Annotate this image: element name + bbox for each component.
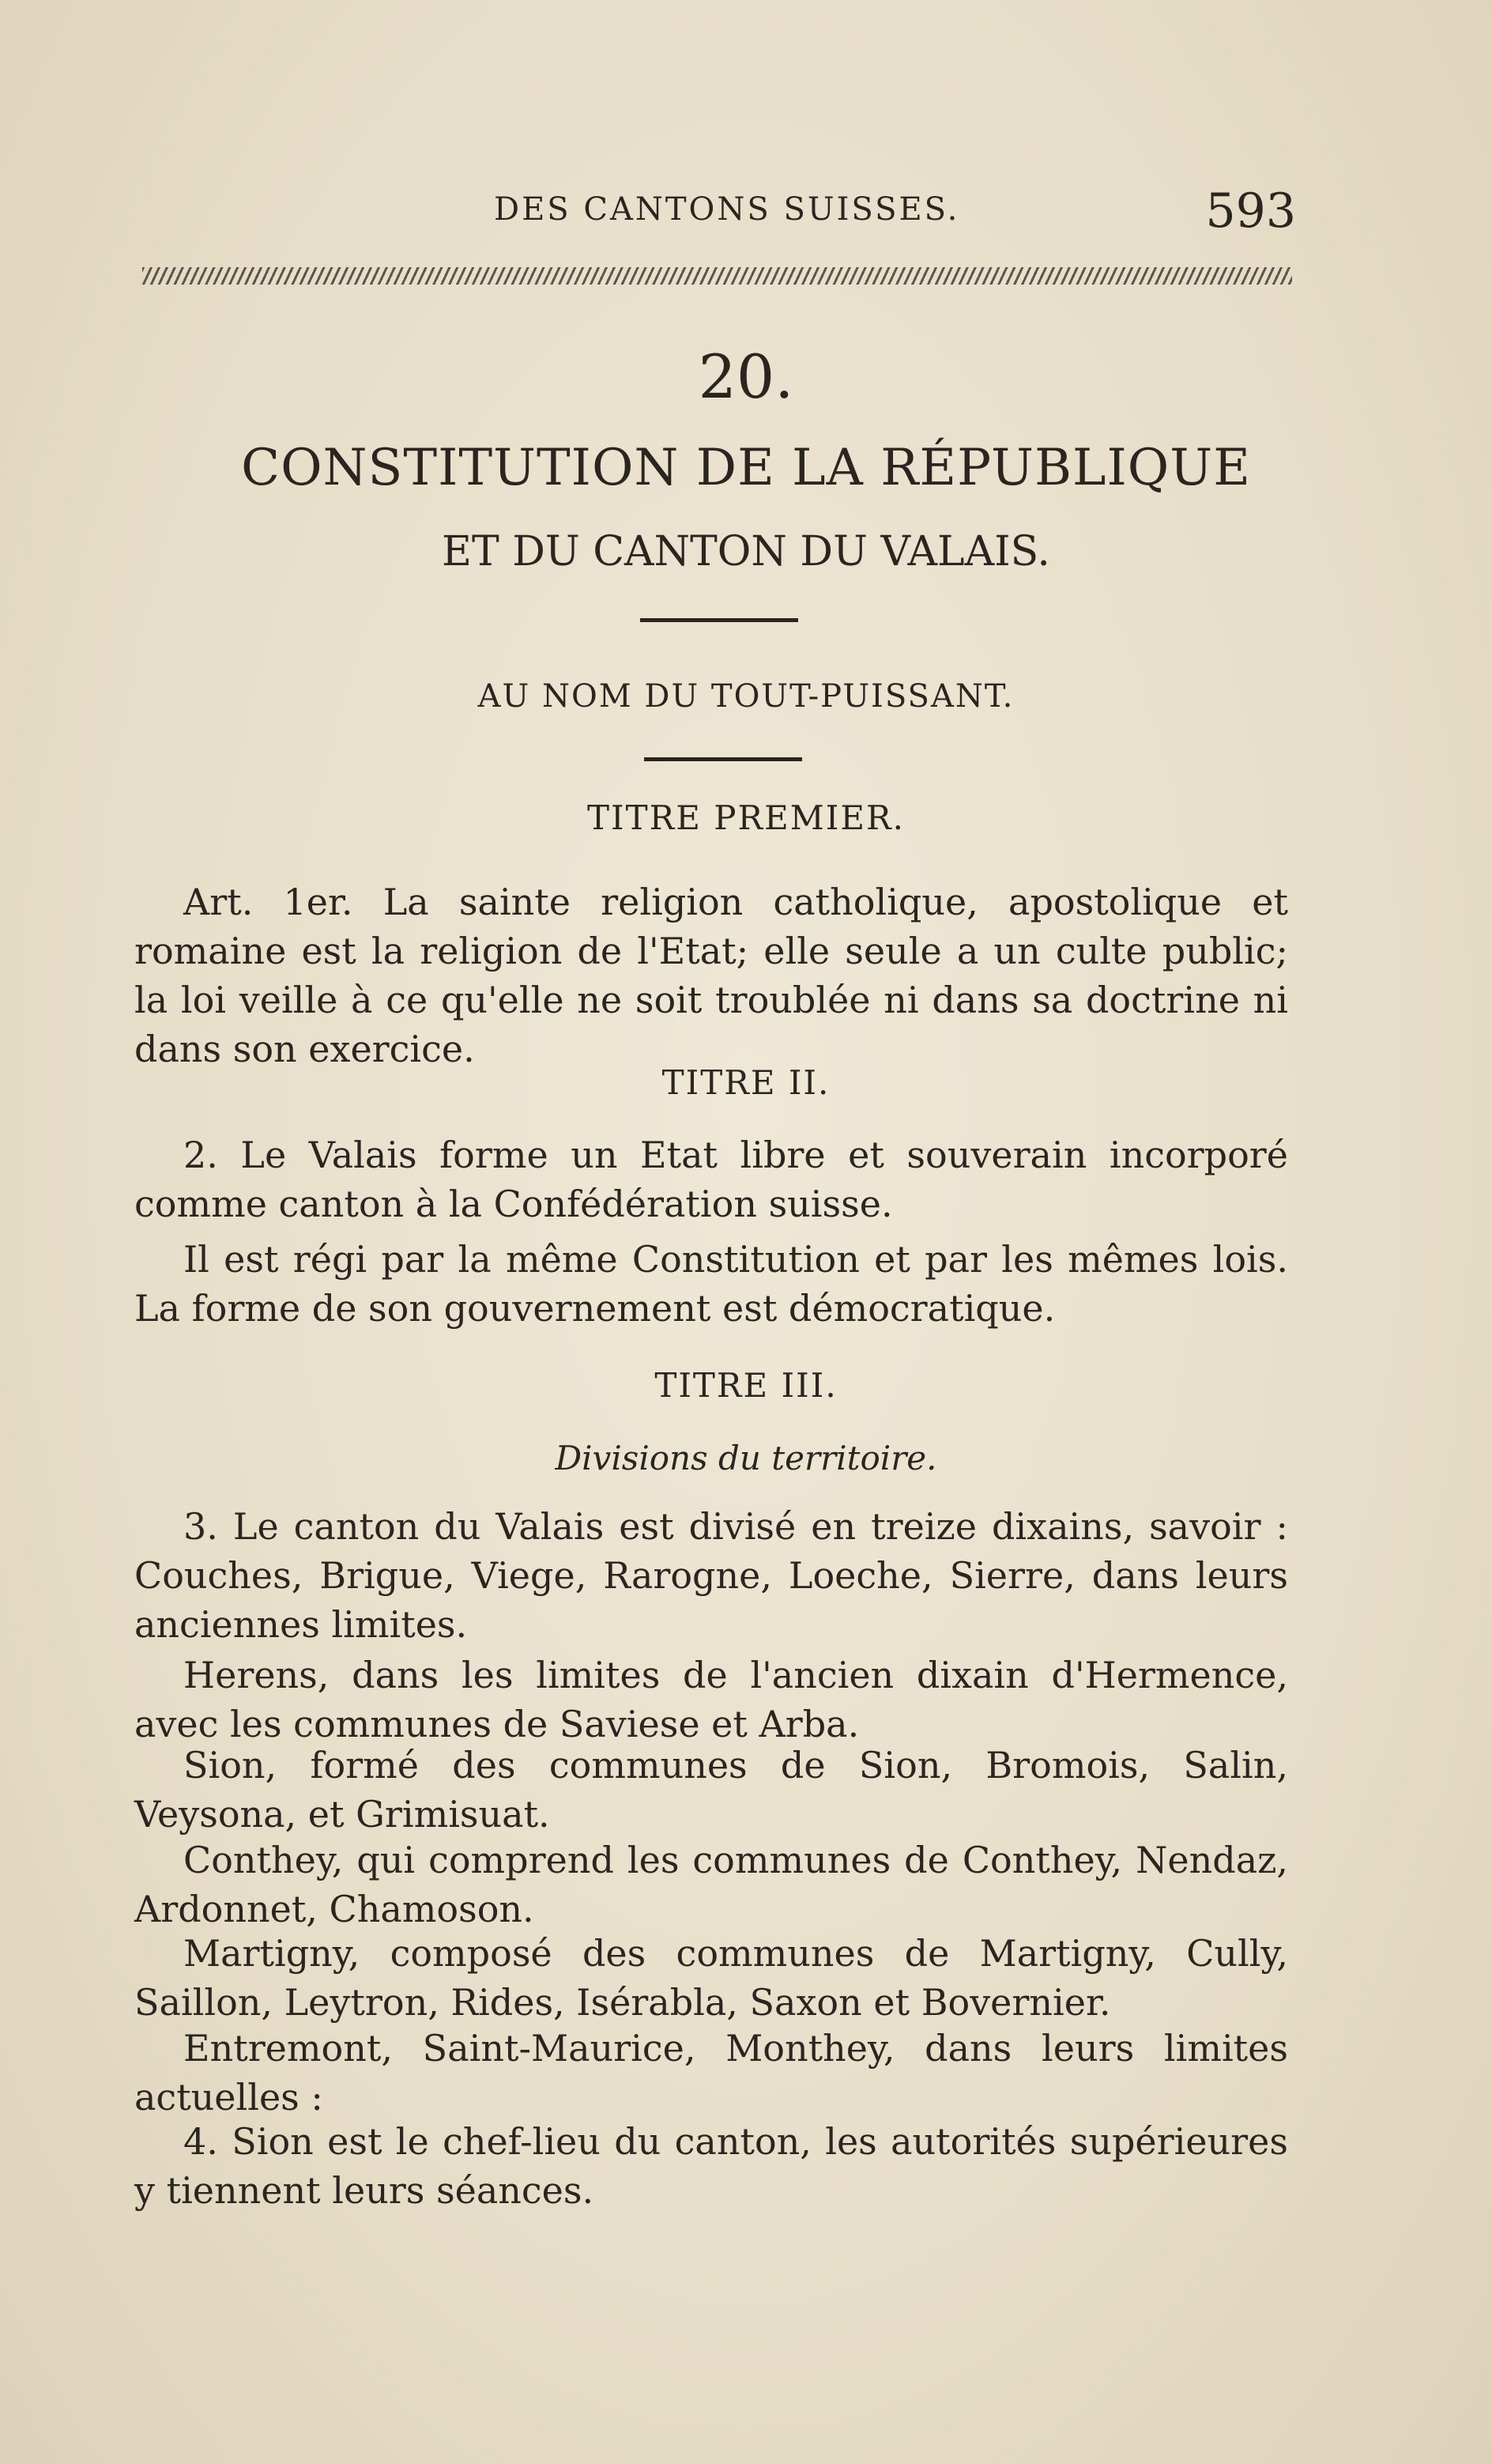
invocation: AU NOM DU TOUT-PUISSANT.: [477, 678, 1015, 715]
ornamental-rule: [142, 267, 1292, 285]
section-number: 20.: [698, 341, 794, 412]
divider-rule: [644, 757, 802, 761]
article-3-paragraph-5: Martigny, composé des communes de Martigny, Cully, Saillon, Leytron, Rides, Isérabla, Saxon et Bovernier.: [134, 1932, 1288, 2024]
article-2-paragraph-1: 2. Le Valais forme un Etat libre et souverain incorporé comme canton à la Confédération suisse.: [134, 1134, 1288, 1225]
article-3-paragraph-2: Herens, dans les limites de l'ancien dixain d'Hermence, avec les communes de Saviese et Arba.: [134, 1654, 1288, 1745]
article-3-paragraph-1: 3. Le canton du Valais est divisé en treize dixains, savoir : Couches, Brigue, Viege, Rarogne, Loeche, Sierre, dans leurs anciennes limites.: [134, 1505, 1288, 1646]
article-2-paragraph-2: Il est régi par la même Constitution et par les mêmes lois. La forme de son gouvernement est démocratique.: [134, 1238, 1288, 1330]
running-head-title: DES CANTONS SUISSES.: [494, 191, 960, 228]
titre-3-heading: TITRE III.: [654, 1366, 838, 1405]
heading-line-1: CONSTITUTION DE LA RÉPUBLIQUE: [241, 439, 1251, 497]
titre-premier-heading: TITRE PREMIER.: [586, 798, 906, 837]
article-1: Art. 1er. La sainte religion catholique, apostolique et romaine est la religion de l'Etat; elle seule a un culte public; la loi veille à ce qu'elle ne soit troublée ni dans sa doctrine ni dans son exercice.: [134, 881, 1288, 1070]
page-number: 593: [1205, 183, 1296, 239]
titre-3-subtitle: Divisions du territoire.: [555, 1439, 937, 1477]
article-4: 4. Sion est le chef-lieu du canton, les autorités supérieures y tiennent leurs séances.: [134, 2120, 1288, 2212]
heading-line-2: ET DU CANTON DU VALAIS.: [442, 528, 1050, 575]
running-head: [134, 183, 1296, 247]
titre-2-heading: TITRE II.: [661, 1063, 831, 1102]
divider-rule: [640, 618, 798, 622]
article-3-paragraph-4: Conthey, qui comprend les communes de Conthey, Nendaz, Ardonnet, Chamoson.: [134, 1839, 1288, 1930]
article-3-paragraph-3: Sion, formé des communes de Sion, Bromois, Salin, Veysona, et Grimisuat.: [134, 1744, 1288, 1836]
article-3-paragraph-6: Entremont, Saint-Maurice, Monthey, dans leurs limites actuelles :: [134, 2027, 1288, 2119]
